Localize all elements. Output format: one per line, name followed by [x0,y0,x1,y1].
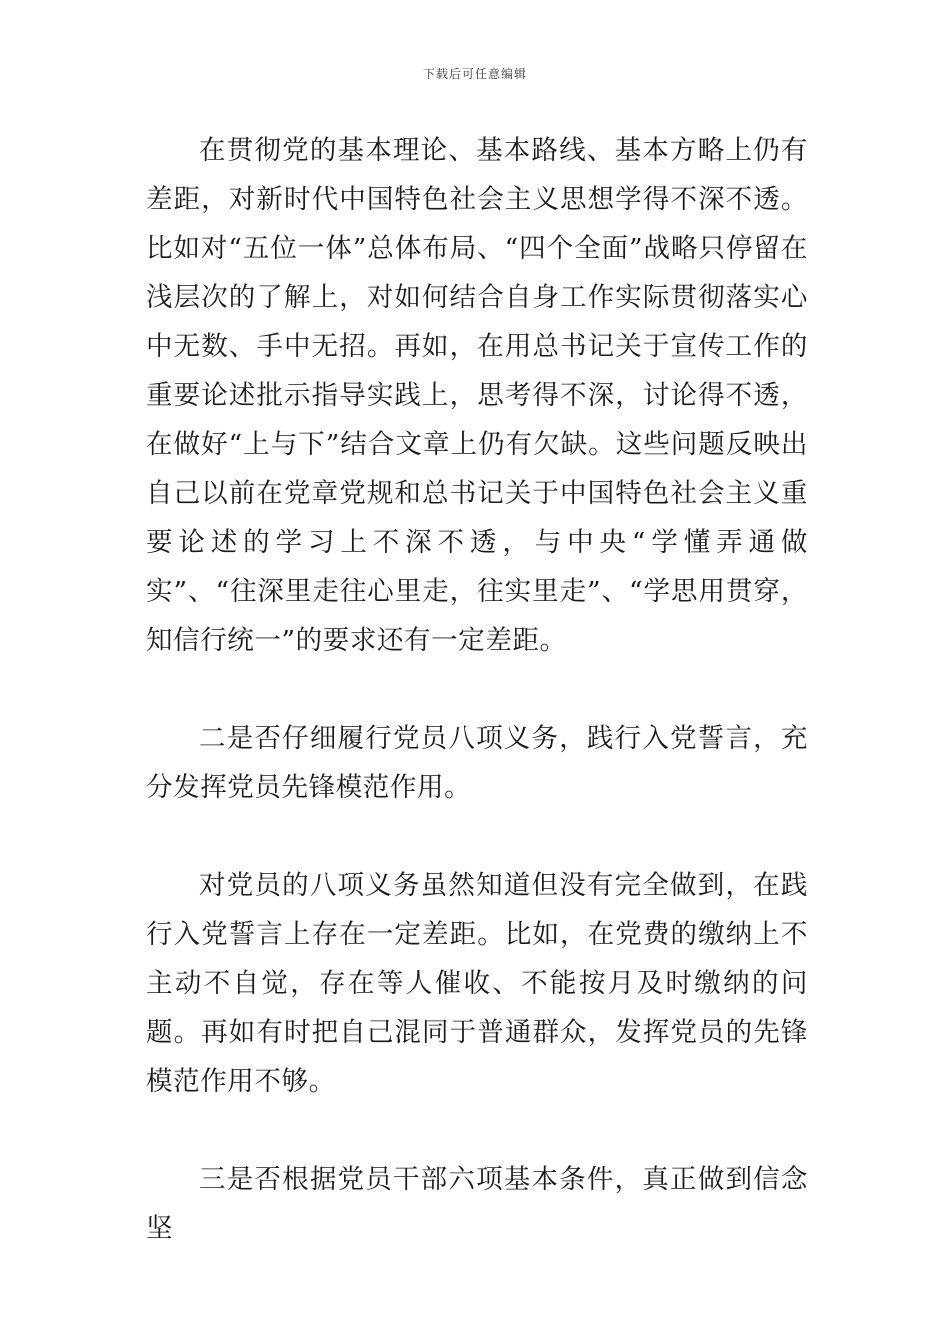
document-body [146,126,808,1253]
header-note: 下载后可任意编辑 [422,67,527,81]
paragraph-heading-obligations: 二是否仔细履行党员八项义务，践行入党誓言，充分发挥党员先锋模范作用。 [146,723,808,803]
paragraph-obligations-gap: 对党员的八项义务虽然知道但没有完全做到，在践行入党誓言上存在一定差距。比如，在党费的缴纳上不主动不自觉，存在等人催收、不能按月及时缴纳的问题。再如有时把自己混同于普通群众，发挥党员的先锋模范作用不够。 [146,870,808,1097]
paragraph-theory-gap: 在贯彻党的基本理论、基本路线、基本方略上仍有差距，对新时代中国特色社会主义思想学得不深不透。比如对“五位一体”总体布局、“四个全面”战略只停留在浅层次的了解上，对如何结合自身工作实际贯彻落实心中无数、手中无招。再如，在用总书记关于宣传工作的重要论述批示指导实践上，思考得不深，讨论得不透，在做好“上与下”结合文章上仍有欠缺。这些问题反映出自己以前在党章党规和总书记关于中国特色社会主义重要论述的学习上不深不透，与中央“学懂弄通做实”、“往深里走往心里走，往实里走”、“学思用贯穿，知信行统一”的要求还有一定差距。 [146,135,808,656]
paragraph-heading-conditions: 三是否根据党员干部六项基本条件，真正做到信念坚 [146,1164,808,1244]
